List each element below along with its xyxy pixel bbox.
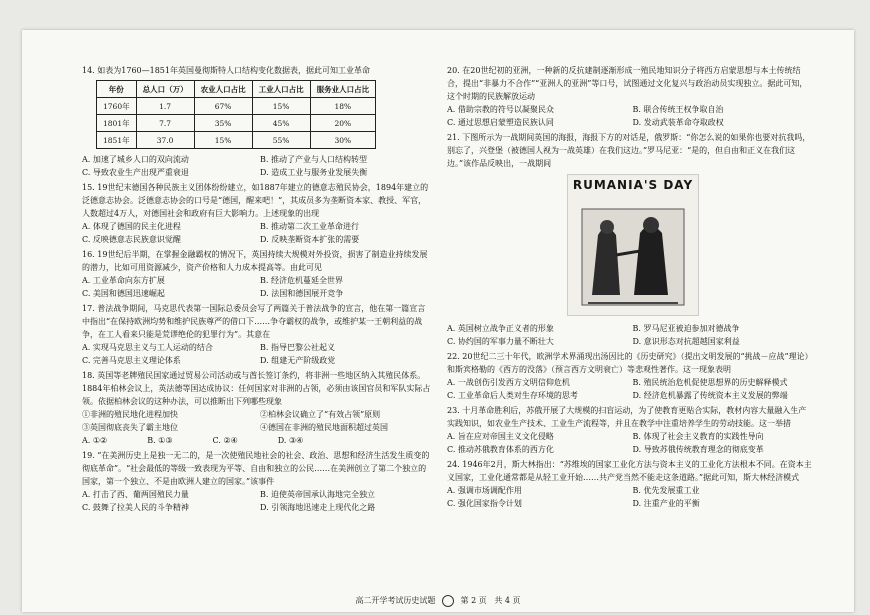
question-stem: 18. 英国等老牌殖民国家通过贸易公司活动或与酋长签订条约，将非洲一些地区纳入其殖民体系。1884年柏林会议上，英法德等国达成协议：任何国家对非洲的占领，必须由该国官员和军队实际占领。依据柏林会议的这种办法，可以推断出下列哪些现象 xyxy=(82,371,431,406)
statement-item: ④德国在非洲的殖民地面积超过英国 xyxy=(260,423,388,432)
poster-title: RUMANIA'S DAY xyxy=(572,178,694,192)
table-header: 农业人口占比 xyxy=(194,81,252,98)
option-c: C. 完善马克思主义理论体系 xyxy=(82,356,181,365)
options xyxy=(447,322,812,348)
option-c: C. 推动苏俄教育体系的西方化 xyxy=(447,445,554,454)
option-a: A. 实现马克思主义与工人运动的结合 xyxy=(82,343,213,352)
option-c: C. 协约国的军事力量不断壮大 xyxy=(447,337,554,346)
option-d: D. 法国和德国展开竞争 xyxy=(260,289,344,298)
question-23 xyxy=(447,404,812,456)
statement-item: ①非洲的殖民地化进程加快 xyxy=(82,410,178,419)
option-a: A. 一战创伤引发西方文明信仰危机 xyxy=(447,378,570,387)
option-b: B. 推动了产业与人口结构转型 xyxy=(260,155,367,164)
question-stem: 17. 普法战争期间，马克思代表第一国际总委员会写了两篇关于普法战争的宣言，他在第一篇宣言中指出“在保持欧洲均势和维护民族尊严的借口下……争夺霸权的战争，或维护某一王朝利益的战争，在工人看来只能是荒谬绝伦的犯罪行为”。其意在 xyxy=(82,304,426,339)
population-table xyxy=(96,80,376,149)
option-b: B. 经济危机蔓延全世界 xyxy=(260,276,343,285)
option-c: C. 反映德意志民族意识觉醒 xyxy=(82,235,181,244)
option-c: C. 强化国家指令计划 xyxy=(447,499,522,508)
option-a: A. ①② xyxy=(82,436,108,445)
option-b: B. ①③ xyxy=(147,436,173,445)
table-header: 总人口（万） xyxy=(136,81,194,98)
statement-item: ③英国彻底丧失了霸主地位 xyxy=(82,423,178,432)
option-c: C. 工业革命后人类对生存环境的思考 xyxy=(447,391,578,400)
options xyxy=(82,274,432,300)
table-row xyxy=(97,132,376,149)
option-b: B. 迫使英帝国承认海地完全独立 xyxy=(260,490,375,499)
table-cell: 55% xyxy=(252,132,310,149)
left-column xyxy=(82,64,432,516)
options xyxy=(82,220,432,246)
option-a: A. 借助宗教的符号以凝聚民众 xyxy=(447,105,554,114)
table-cell: 45% xyxy=(252,115,310,132)
option-b: B. 联合传统王权争取自治 xyxy=(632,105,724,114)
options xyxy=(447,376,812,402)
option-d: D. ③④ xyxy=(277,436,304,445)
table-cell: 1.7 xyxy=(136,98,194,115)
option-d: D. 引领海地迅速走上现代化之路 xyxy=(260,503,376,512)
options xyxy=(82,434,432,447)
option-d: D. 注重产业的平衡 xyxy=(632,499,700,508)
table-cell: 37.0 xyxy=(136,132,194,149)
table-cell: 67% xyxy=(194,98,252,115)
option-b: B. 殖民统治危机促使思想界的历史解释模式 xyxy=(632,378,788,387)
table-cell: 20% xyxy=(310,115,376,132)
question-stem: 19. “在美洲历史上是独一无二的，是一次使殖民地社会的社会、政治、思想和经济生活发生质变的彻底革命”。“社会最低的等级一致表现为平等、自由和独立的公民……在美洲创立了第二个独立的国家，第一个独立、不是由欧洲人建立的国家。”该事件 xyxy=(82,451,430,486)
options xyxy=(82,341,432,367)
war-poster-image xyxy=(567,174,699,316)
option-d: D. 造成工业与服务业发展失衡 xyxy=(260,168,368,177)
table-cell: 1801年 xyxy=(97,115,137,132)
table-cell: 1851年 xyxy=(97,132,137,149)
table-header: 服务业人口占比 xyxy=(310,81,376,98)
options xyxy=(447,484,812,510)
exam-page xyxy=(22,30,854,612)
poster-figures-illustration xyxy=(568,175,698,315)
option-b: B. 体现了社会主义教育的实践性导向 xyxy=(632,432,764,441)
question-14 xyxy=(82,64,432,179)
right-column xyxy=(447,64,812,512)
question-21 xyxy=(447,131,812,348)
option-c: C. 通过思想启蒙塑造民族认同 xyxy=(447,118,554,127)
table-header: 年份 xyxy=(97,81,137,98)
table-cell: 18% xyxy=(310,98,376,115)
page-total: 共 4 页 xyxy=(494,596,521,605)
question-stem: 22. 20世纪二三十年代，欧洲学术界涌现出汤因比的《历史研究》（提出文明发展的“挑战－应战”理论）和斯宾格勒的《西方的没落》（预言西方文明衰亡）等悲观性著作。这一现象表明 xyxy=(447,352,809,374)
option-c: C. 美国和德国迅速崛起 xyxy=(82,289,165,298)
question-stem: 20. 在20世纪初的亚洲，一种新的反抗建制逐渐形成一殖民地知识分子将西方启蒙思想与本土传统结合，提出“非暴力不合作”“亚洲人的亚洲”等口号，试图通过文化复兴与政治动员实现独立。据此可知，这个时期的民族解放运动 xyxy=(447,66,808,101)
question-19 xyxy=(82,449,432,514)
question-stem: 24. 1946年2月，斯大林指出：“苏维埃的国家工业化方法与资本主义的工业化方法根本不同。在资本主义国家，工业化通常都是从轻工业开始……共产党当然不能走这条道路。”据此可知，斯大林经济模式 xyxy=(447,460,812,482)
question-17 xyxy=(82,302,432,367)
table-row xyxy=(97,98,376,115)
table-row xyxy=(97,115,376,132)
option-b: B. 优先发展重工业 xyxy=(632,486,700,495)
option-a: A. 强调市场调配作用 xyxy=(447,486,522,495)
option-a: A. 打击了西、葡两国殖民力量 xyxy=(82,490,189,499)
statement-item: ②柏林会议确立了“有效占领”原则 xyxy=(260,410,381,419)
question-stem: 23. 十月革命胜利后，苏俄开展了大规模的扫盲运动，为了使教育更贴合实际，教材内容大量融入生产实践知识，如农业生产技术、工业生产流程等，并且在教学中注重培养学生的劳动技能。这一举措 xyxy=(447,406,807,428)
question-24 xyxy=(447,458,812,510)
option-d: D. 组建无产阶级政党 xyxy=(260,356,336,365)
page-footer xyxy=(22,595,854,607)
table-cell: 30% xyxy=(310,132,376,149)
page-number: 第 2 页 xyxy=(460,596,487,605)
question-20 xyxy=(447,64,812,129)
option-d: D. 经济危机暴露了传统资本主义发展的弊端 xyxy=(632,391,788,400)
options xyxy=(447,103,812,129)
table-cell: 35% xyxy=(194,115,252,132)
option-d: D. 发动武装革命夺取政权 xyxy=(632,118,724,127)
option-a: A. 体现了德国的民主化进程 xyxy=(82,222,181,231)
option-c: C. 导致农业生产出现严重衰退 xyxy=(82,168,189,177)
school-crest-icon xyxy=(442,595,454,607)
option-a: A. 工业革命向东方扩展 xyxy=(82,276,165,285)
question-stem: 16. 19世纪后半期，在掌握金融霸权的情况下，英国持续大规模对外投资，损害了制造业持续发展的潜力，比如可用资源减少，资产价格和人力成本提高等。由此可见 xyxy=(82,250,428,272)
statement-items xyxy=(82,408,432,434)
option-c: C. 鼓舞了拉美人民的斗争精神 xyxy=(82,503,189,512)
exam-title: 高二开学考试历史试题 xyxy=(355,596,436,605)
options xyxy=(447,430,812,456)
table-header-row xyxy=(97,81,376,98)
options xyxy=(82,488,432,514)
question-stem: 15. 19世纪末德国各种民族主义团体纷纷建立，如1887年建立的德意志殖民协会，1894年建立的泛德意志协会。泛德意志协会的口号是“德国，醒来吧！”，其成员多为垄断资本家、教授、军官，人数超过4万人，对德国社会和政府有巨大影响力。上述现象的出现 xyxy=(82,183,429,218)
table-cell: 1760年 xyxy=(97,98,137,115)
option-b: B. 罗马尼亚被迫参加对德战争 xyxy=(632,324,740,333)
table-cell: 15% xyxy=(252,98,310,115)
question-16 xyxy=(82,248,432,300)
option-d: D. 反映垄断资本扩张的需要 xyxy=(260,235,360,244)
option-b: B. 指导巴黎公社起义 xyxy=(260,343,335,352)
question-stem: 14. 如表为1760—1851年英国曼彻斯特人口结构变化数据表，据此可知工业革命 xyxy=(82,66,370,75)
table-header: 工业人口占比 xyxy=(252,81,310,98)
table-cell: 15% xyxy=(194,132,252,149)
option-a: A. 加速了城乡人口的双向流动 xyxy=(82,155,189,164)
question-15 xyxy=(82,181,432,246)
option-a: A. 旨在应对帝国主义文化侵略 xyxy=(447,432,554,441)
question-18 xyxy=(82,369,432,447)
option-a: A. 英国树立战争正义者的形象 xyxy=(447,324,554,333)
option-c: C. ②④ xyxy=(212,436,238,445)
options xyxy=(82,153,432,179)
question-22 xyxy=(447,350,812,402)
table-cell: 7.7 xyxy=(136,115,194,132)
option-d: D. 导致苏俄传统教育理念的彻底变革 xyxy=(632,445,764,454)
question-stem: 21. 下图所示为一战期间英国的海报，海报下方的对话是，俄罗斯：“你怎么说的如果你也要对抗我吗，别忘了，兴登堡（被德国人视为一战英雄）在我们这边。”罗马尼亚：“是的，但自由和正义在我们这边。”该作品反映出，一战期间 xyxy=(447,133,811,168)
option-b: B. 推动第二次工业革命进行 xyxy=(260,222,359,231)
option-d: D. 意识形态对抗超越国家利益 xyxy=(632,337,740,346)
